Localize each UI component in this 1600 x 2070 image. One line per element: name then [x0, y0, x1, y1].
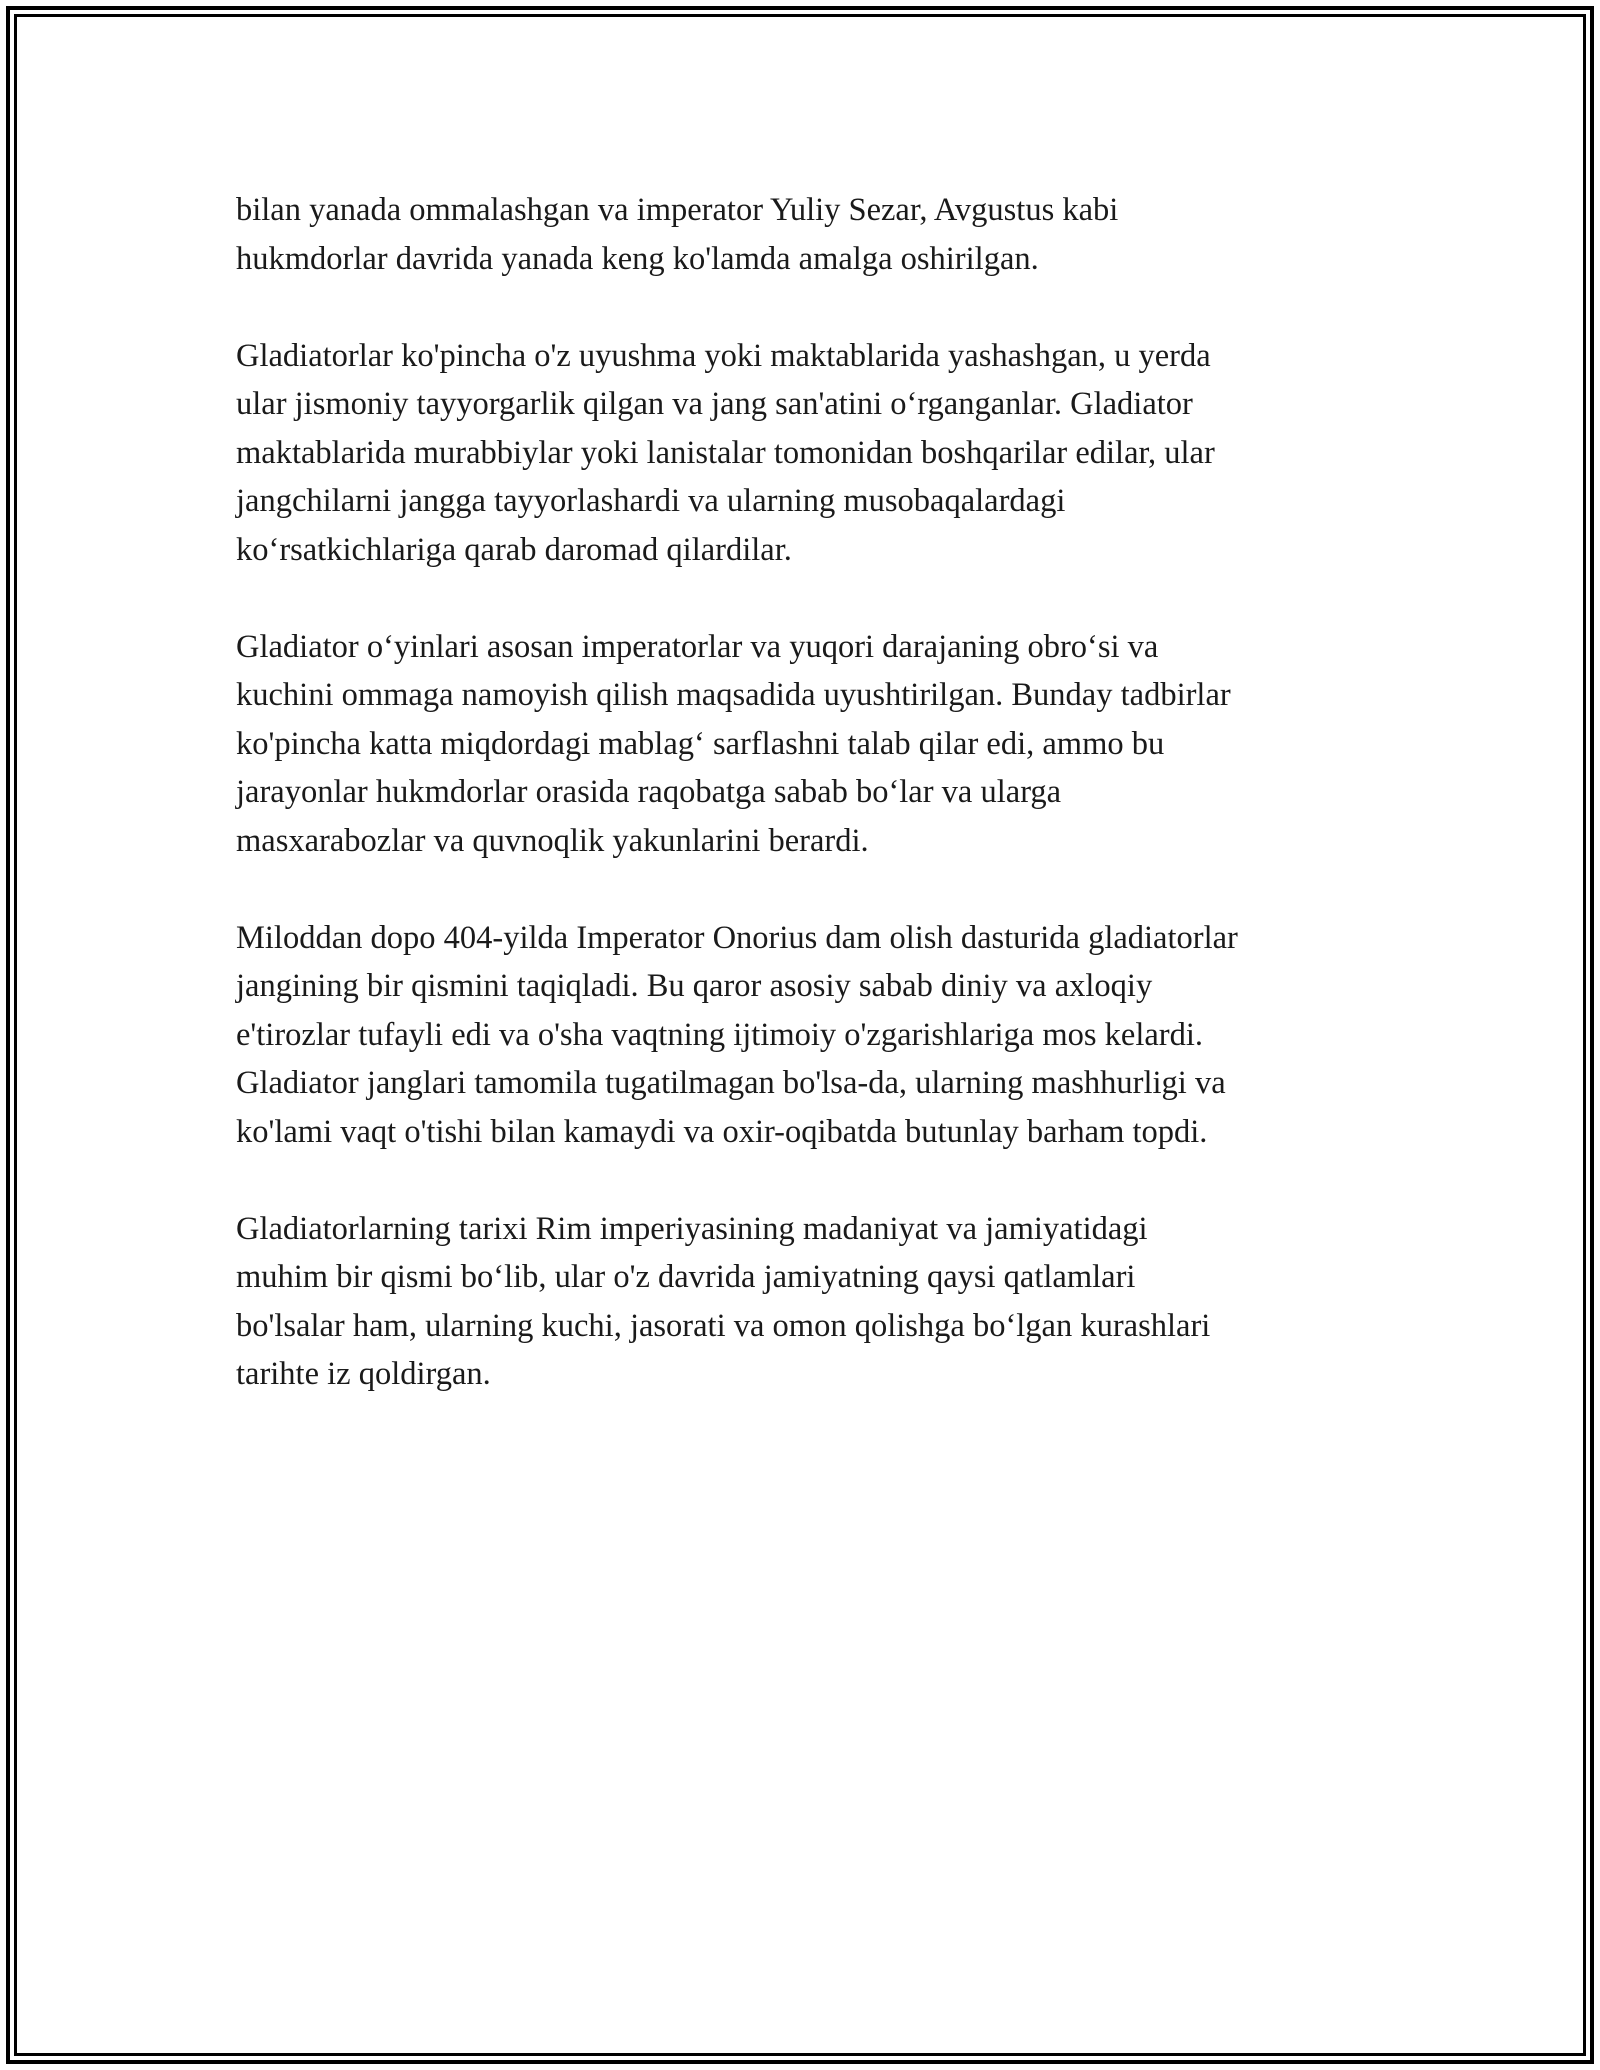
text-line: masxarabozlar va quvnoqlik yakunlarini berardi. — [236, 822, 869, 859]
text-line: jarayonlar hukmdorlar orasida raqobatga sabab bo‘lar va ularga — [236, 774, 1062, 810]
text-line: ko'pincha katta miqdordagi mablag‘ sarflashni talab qilar edi, ammo bu — [236, 725, 1165, 762]
text-line: bilan yanada ommalashgan va imperator Yuliy Sezar, Avgustus kabi — [236, 192, 1119, 228]
text-line: ular jismoniy tayyorgarlik qilgan va jang san'atini o‘rganganlar. Gladiator — [236, 386, 1193, 422]
text-line: tarihte iz qoldirgan. — [236, 1356, 491, 1392]
text-line: ko'lami vaqt o'tishi bilan kamaydi va oxir-oqibatda butunlay barham topdi. — [236, 1113, 1208, 1150]
paragraph-5 — [236, 1205, 1396, 1399]
text-line: kuchini ommaga namoyish qilish maqsadida uyushtirilgan. Bunday tadbirlar — [236, 677, 1231, 713]
text-line: Gladiatorlarning tarixi Rim imperiyasining madaniyat va jamiyatidagi — [236, 1210, 1148, 1247]
text-line: Miloddan dopo 404-yilda Imperator Onorius dam olish dasturida gladiatorlar — [236, 919, 1238, 956]
text-line: muhim bir qismi bo‘lib, ular o'z davrida jamiyatning qaysi qatlamlari — [236, 1259, 1136, 1295]
text-line: e'tirozlar tufayli edi va o'sha vaqtning ijtimoiy o'zgarishlariga mos kelardi. — [236, 1016, 1204, 1053]
text-line: jangining bir qismini taqiqladi. Bu qaror asosiy sabab diniy va axloqiy — [236, 968, 1153, 1004]
paragraph-4 — [236, 914, 1396, 1157]
paragraph-3 — [236, 623, 1396, 866]
paragraph-1 — [236, 186, 1396, 283]
paragraph-2 — [236, 332, 1396, 575]
text-line: ko‘rsatkichlariga qarab daromad qilardilar. — [236, 531, 792, 568]
text-line: Gladiatorlar ko'pincha o'z uyushma yoki maktablarida yashashgan, u yerda — [236, 337, 1211, 374]
text-line: Gladiator janglari tamomila tugatilmagan bo'lsa-da, ularning mashhurligi va — [236, 1065, 1226, 1101]
text-line: hukmdorlar davrida yanada keng ko'lamda amalga oshirilgan. — [236, 240, 1039, 277]
text-line: jangchilarni jangga tayyorlashardi va ularning musobaqalardagi — [236, 483, 1066, 519]
text-line: Gladiator o‘yinlari asosan imperatorlar va yuqori darajaning obro‘si va — [236, 628, 1159, 665]
document-body — [236, 186, 1396, 1447]
text-line: maktablarida murabbiylar yoki lanistalar tomonidan boshqarilar edilar, ular — [236, 434, 1215, 471]
text-line: bo'lsalar ham, ularning kuchi, jasorati va omon qolishga bo‘lgan kurashlari — [236, 1307, 1211, 1344]
